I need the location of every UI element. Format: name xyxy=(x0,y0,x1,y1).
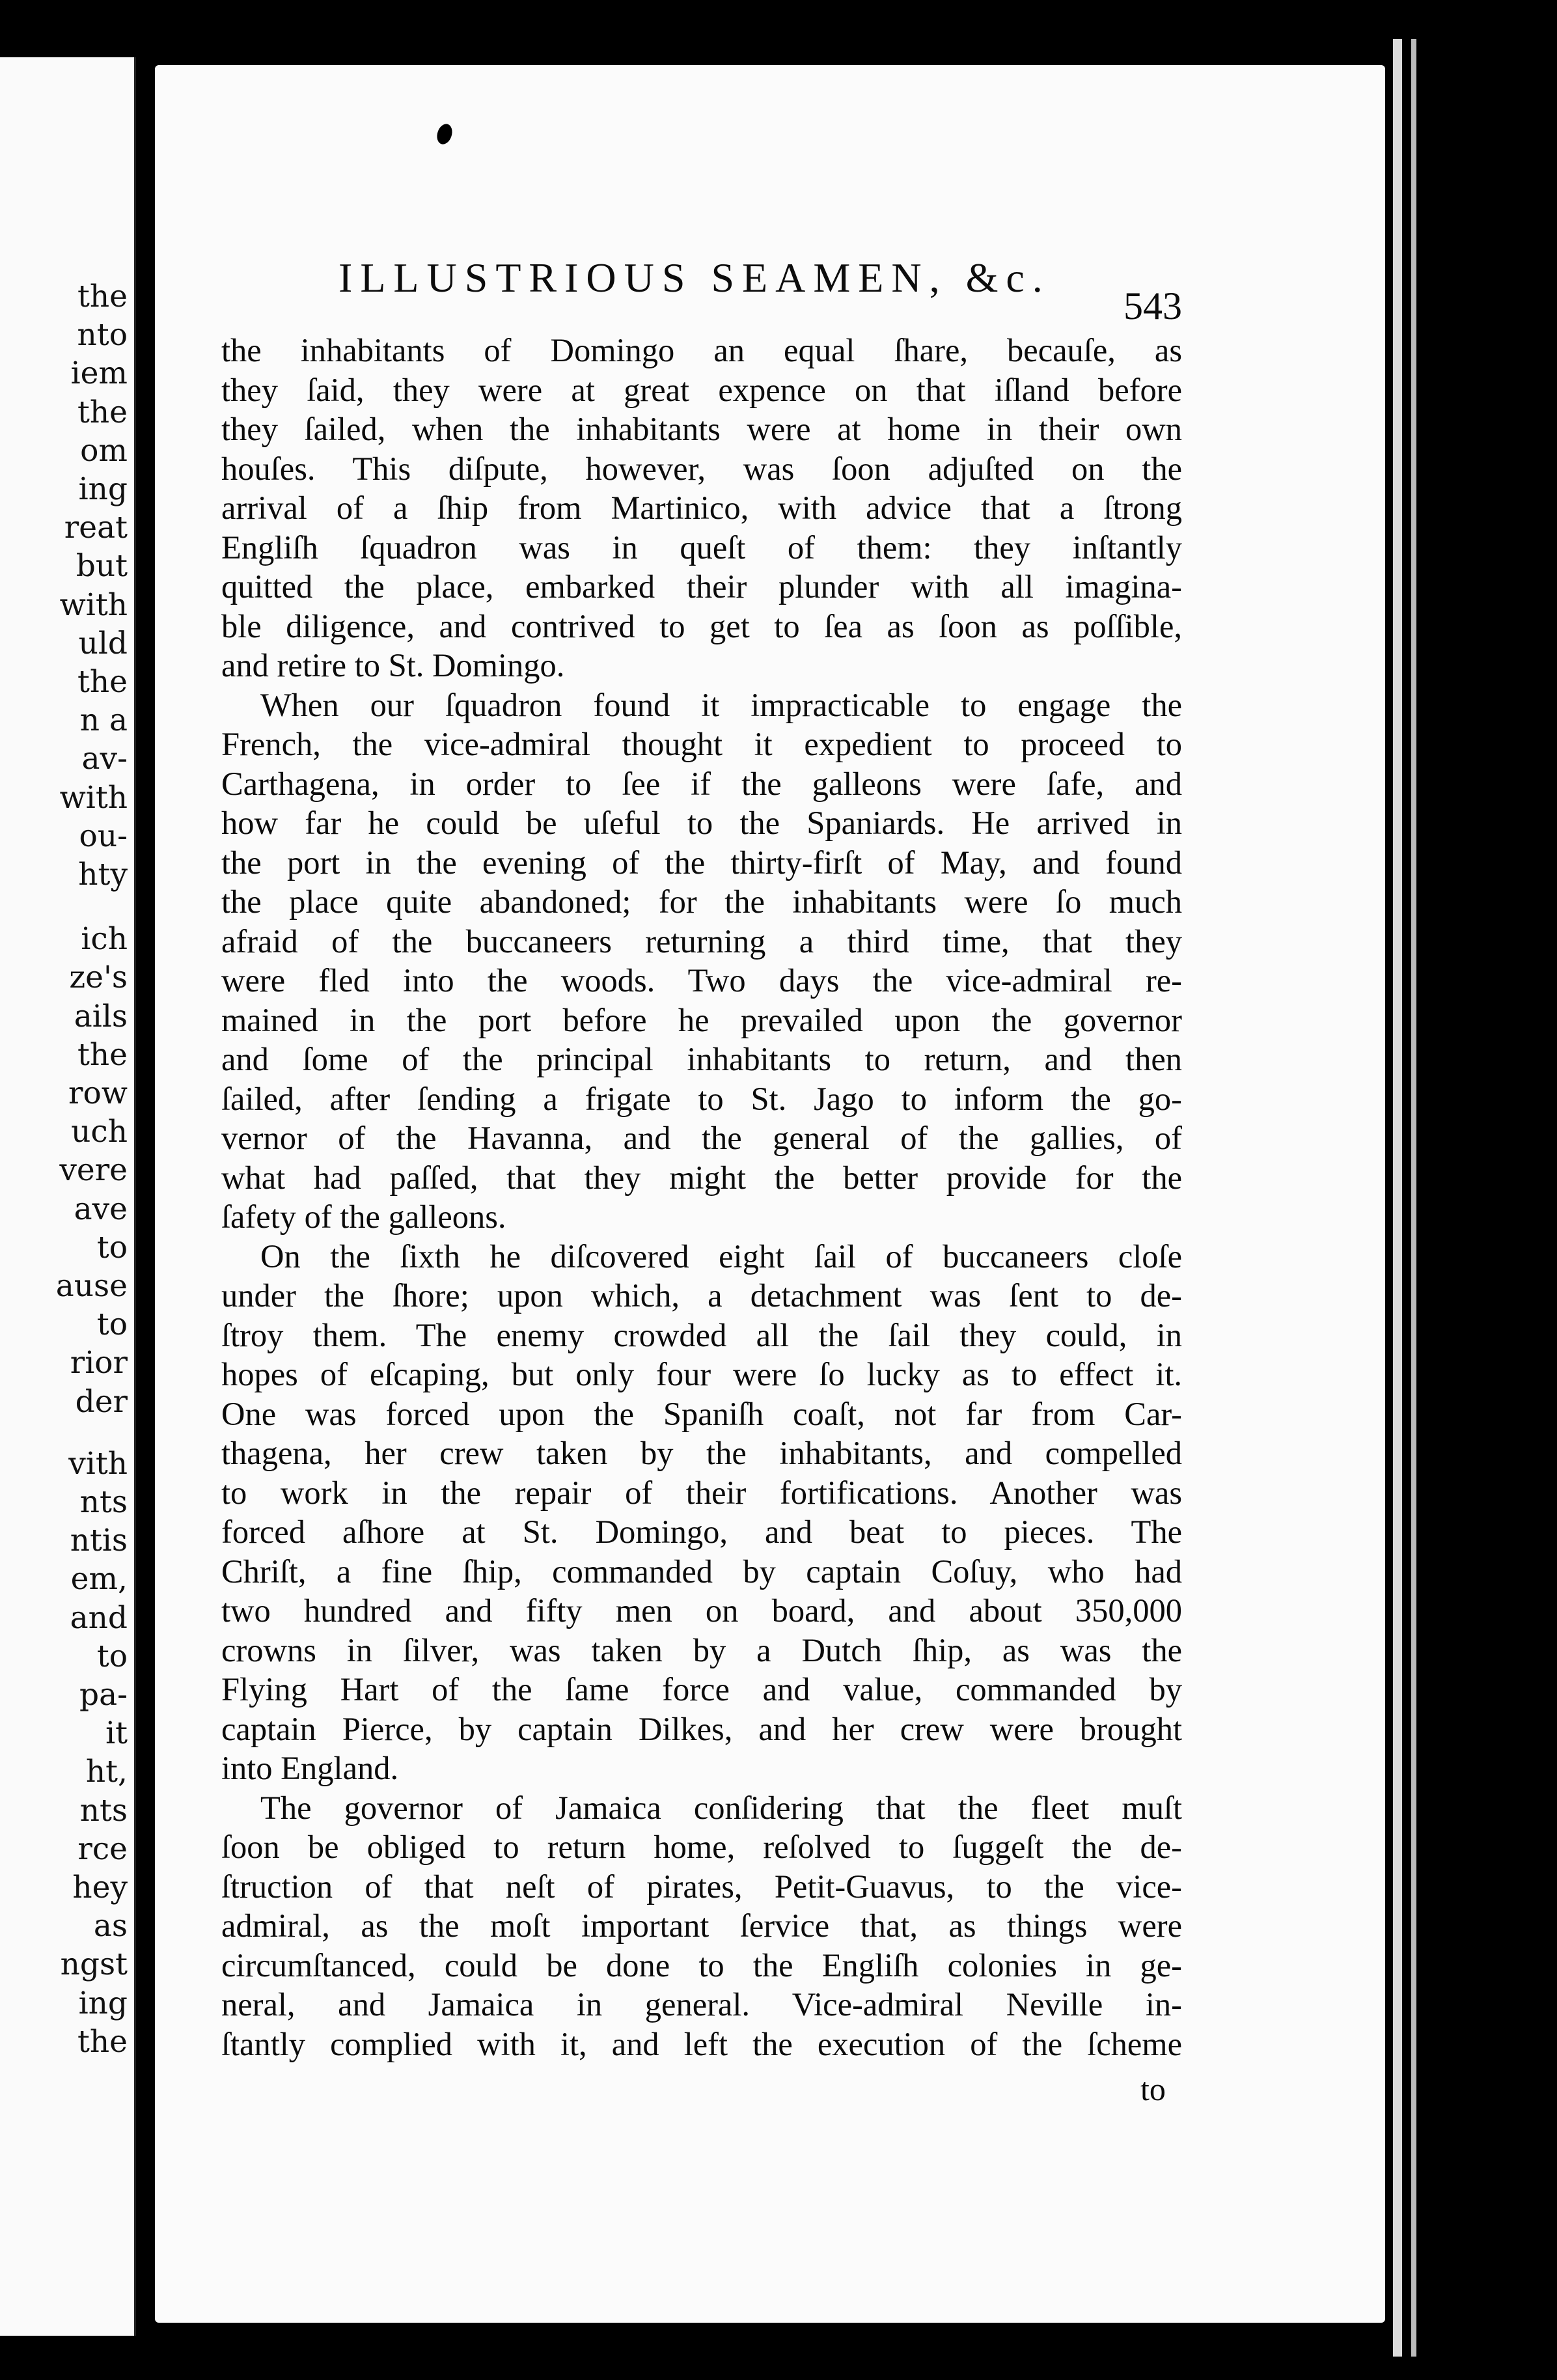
text-line: circumſtanced, could be done to the Engliſh colonies in ge- xyxy=(221,1946,1182,1984)
left-page-line: ing xyxy=(78,471,128,507)
left-page-line: ave xyxy=(74,1191,128,1227)
text-line: the place quite abandoned; for the inhabitants were ſo much xyxy=(221,883,1182,920)
text-line: houſes. This diſpute, however, was ſoon adjuſted on the xyxy=(221,450,1182,487)
text-line: afraid of the buccaneers returning a third time, that they xyxy=(221,922,1182,960)
text-line: Engliſh ſquadron was in queſt of them: they inſtantly xyxy=(221,529,1182,566)
text-line: captain Pierce, by captain Dilkes, and her crew were brought xyxy=(221,1710,1182,1747)
left-page-line: rce xyxy=(77,1831,128,1867)
text-line: arrival of a ſhip from Martinico, with advice that a ſtrong xyxy=(221,490,1182,526)
left-page-line: ngst xyxy=(60,1946,128,1983)
left-page-line: the xyxy=(77,394,128,430)
text-line: were fled into the woods. Two days the vice-admiral re- xyxy=(221,962,1182,999)
left-page-line: ze's xyxy=(69,960,128,996)
text-line: ſtroy them. The enemy crowded all the ſail they could, in xyxy=(221,1316,1182,1353)
left-page-line: the xyxy=(77,1036,128,1073)
left-page-line: om xyxy=(80,432,128,469)
left-page-line: ou- xyxy=(79,818,128,854)
text-line: ſtruction of that neſt of pirates, Petit-Guavus, to the vice- xyxy=(221,1868,1182,1905)
left-page-line: rior xyxy=(70,1345,128,1381)
left-page-line: the xyxy=(77,664,128,700)
left-page-line: the xyxy=(77,2023,128,2060)
left-page-line: uld xyxy=(78,625,128,661)
text-line: into England. xyxy=(221,1750,399,1786)
text-line: they ſailed, when the inhabitants were at home in their own xyxy=(221,411,1182,447)
text-line: When our ſquadron found it impracticable to engage the xyxy=(260,686,1182,723)
text-line: two hundred and fifty men on board, and about 350,000 xyxy=(221,1592,1182,1629)
left-page-line: to xyxy=(96,1307,128,1343)
text-line: crowns in ſilver, was taken by a Dutch ſhip, as was the xyxy=(221,1631,1182,1668)
left-page-line: nto xyxy=(77,317,128,353)
text-line: admiral, as the moſt important ſervice that, as things were xyxy=(221,1907,1182,1944)
text-line: ſtantly complied with it, and left the execution of the ſcheme xyxy=(221,2025,1182,2062)
left-page-line: iem xyxy=(70,355,128,392)
text-line: hopes of eſcaping, but only four were ſo lucky as to effect it. xyxy=(221,1356,1182,1392)
text-line: thagena, her crew taken by the inhabitants, and compelled xyxy=(221,1435,1182,1471)
text-line: and ſome of the principal inhabitants to return, and then xyxy=(221,1041,1182,1077)
left-page-line: ause xyxy=(55,1268,128,1304)
left-page-line: uch xyxy=(71,1114,128,1150)
text-line: quitted the place, embarked their plunder with all imagina- xyxy=(221,568,1182,605)
left-page-line: ails xyxy=(74,998,128,1034)
text-line: One was forced upon the Spaniſh coaſt, not far from Car- xyxy=(221,1395,1182,1432)
text-line: the inhabitants of Domingo an equal ſhare, becauſe, as xyxy=(221,332,1182,368)
left-page-line: em, xyxy=(70,1561,128,1598)
left-page-line: av- xyxy=(81,741,128,777)
left-page-line: ht, xyxy=(85,1754,128,1790)
left-page-line: vith xyxy=(68,1445,128,1482)
left-page-line: row xyxy=(68,1075,128,1111)
page-edge-shadow-inner xyxy=(1411,39,1416,2357)
text-line: ſafety of the galleons. xyxy=(221,1198,506,1235)
text-line: Chriſt, a fine ſhip, commanded by captain Coſuy, who had xyxy=(221,1553,1182,1590)
text-line: mained in the port before he prevailed upon the governor xyxy=(221,1001,1182,1038)
text-line: vernor of the Havanna, and the general of the gallies, of xyxy=(221,1120,1182,1156)
text-line: how far he could be uſeful to the Spaniards. He arrived in xyxy=(221,805,1182,841)
left-page-line: hey xyxy=(72,1870,128,1905)
left-page-line: nts xyxy=(79,1484,128,1520)
left-page-line: with xyxy=(59,779,128,816)
left-page-line: but xyxy=(76,548,128,585)
text-line: The governor of Jamaica conſidering that the fleet muſt xyxy=(260,1789,1182,1826)
left-page-line: hty xyxy=(78,857,128,893)
left-page-line: n a xyxy=(79,702,128,739)
left-page-line: ntis xyxy=(70,1523,128,1559)
left-page-fragment xyxy=(0,57,136,2336)
left-page-line: ing xyxy=(78,1985,128,2021)
text-line: to work in the repair of their fortifications. Another was xyxy=(221,1474,1182,1511)
left-page-line: the xyxy=(77,279,128,314)
left-page-line: vere xyxy=(59,1152,128,1189)
text-line: ſoon be obliged to return home, reſolved to ſuggeſt the de- xyxy=(221,1829,1182,1865)
text-line: neral, and Jamaica in general. Vice-admiral Neville in- xyxy=(221,1986,1182,2023)
left-page-line: ich xyxy=(81,921,128,958)
page-number: 543 xyxy=(1123,284,1182,327)
left-page-line: reat xyxy=(64,510,128,546)
text-line: ble diligence, and contrived to get to ſea as ſoon as poſſible, xyxy=(221,607,1182,644)
text-line: Carthagena, in order to ſee if the galleons were ſafe, and xyxy=(221,765,1182,802)
left-page-line: as xyxy=(93,1908,128,1944)
left-page-line: nts xyxy=(79,1792,128,1829)
text-line: French, the vice-admiral thought it expedient to proceed to xyxy=(221,726,1182,762)
left-page-line: to xyxy=(96,1229,128,1266)
left-page-line: pa- xyxy=(79,1677,128,1713)
page-edge-shadow xyxy=(1393,39,1402,2357)
text-line: forced aſhore at St. Domingo, and beat to pieces. The xyxy=(221,1514,1182,1550)
text-line: and retire to St. Domingo. xyxy=(221,647,565,684)
left-page-line: it xyxy=(105,1715,128,1752)
catchword: to xyxy=(1140,2071,1166,2107)
text-line: under the ſhore; upon which, a detachment was ſent to de- xyxy=(221,1277,1182,1314)
text-line: the port in the evening of the thirty-firſt of May, and found xyxy=(221,844,1182,881)
text-line: what had paſſed, that they might the better provide for the xyxy=(221,1159,1182,1196)
left-page-line: with xyxy=(59,587,128,623)
body-text xyxy=(221,331,1182,2064)
left-page-line: and xyxy=(70,1599,128,1636)
text-line: ſailed, after ſending a frigate to St. Jago to inform the go- xyxy=(221,1080,1182,1117)
running-head: ILLUSTRIOUS SEAMEN, &c. xyxy=(338,255,1051,301)
left-page-line: to xyxy=(96,1638,128,1674)
text-line: they ſaid, they were at great expence on that iſland before xyxy=(221,371,1182,408)
text-line: Flying Hart of the ſame force and value, commanded by xyxy=(221,1671,1182,1708)
left-page-line: der xyxy=(75,1383,128,1420)
text-line: On the ſixth he diſcovered eight ſail of buccaneers cloſe xyxy=(260,1238,1182,1275)
